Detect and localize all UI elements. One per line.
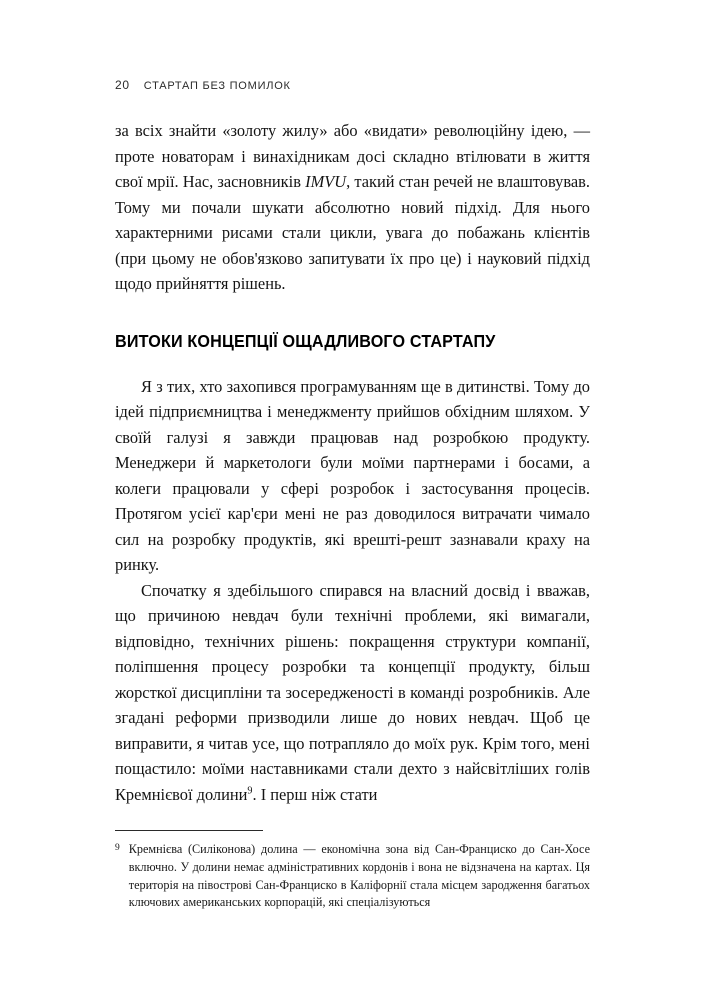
footnote-area [115,830,590,912]
section-heading: ВИТОКИ КОНЦЕПЦІЇ ОЩАДЛИВОГО СТАРТАПУ [115,330,496,351]
page-number: 20 [115,78,130,92]
paragraph-3-text: Спочатку я здебільшого спирався на власний досвід і вважав, що причиною невдач були технічні проблеми, які вимагали, відповідно, технічних рішень: покращення структури компанії, поліпшення процесу розробки та концепції продукту, більш жорсткої дисципліни та зосередженості в команді розробників. Але згадані реформи призводили лише до нових невдач. Щоб це виправити, я читав усе, що потрапляло до моїх рук. Крім того, мені пощастило: моїми наставниками стали дехто з найсвітліших голів Кремнієвої долини [115,580,590,804]
running-head [115,78,590,92]
footnote-marker: 9 [247,785,253,797]
paragraph-3 [115,578,590,808]
footnote-text: Кремнієва (Силіконова) долина — економічна зона від Сан-Франциско до Сан-Хосе включно. У долини немає адміністративних кордонів і вона не відзначена на картах. Ця територія на півострові Сан-Франциско в Каліфорнії стала місцем зародження багатьох ключових американських корпорацій, які спеціалізуються [128,842,590,910]
page-content [115,118,590,807]
paragraph-1-part-1: за всіх знайти «золоту жилу» або «видати» революційну ідею, — проте новаторам і винахідникам досі складно втілювати в життя свої мрії. Нас, засновників [115,121,590,191]
footnote-divider [115,830,263,831]
footnote-number: 9 [115,843,120,853]
paragraph-2: Я з тих, хто захопився програмуванням ще в дитинстві. Тому до ідей підприємництва і менеджменту прийшов обхідним шляхом. У своїй галузі я завжди працював над розробкою продукту. Менеджери й маркетологи були моїми партнерами і босами, а колеги працювали у сфері розробок і застосування процесів. Протягом усієї кар'єри мені не раз доводилося витрачати чимало сил на розробку продуктів, які врешті-решт зазнавали краху на ринку. [115,376,590,574]
footnote [115,841,590,912]
paragraph-3-tail: . І перш ніж стати [252,784,378,804]
paragraph-continued [115,118,590,297]
paragraph-1-part-2: , такий стан речей не влаштовував. Тому ми почали шукати абсолютно новий підхід. Для нього характерними рисами стали цикли, увага до побажань клієнтів (при цьому не обов'язково запитувати їх про це) і науковий підхід щодо прийняття рішень. [115,172,590,293]
imvu-italic: IMVU [305,172,347,191]
running-head-title: СТАРТАП БЕЗ ПОМИЛОК [143,80,291,92]
